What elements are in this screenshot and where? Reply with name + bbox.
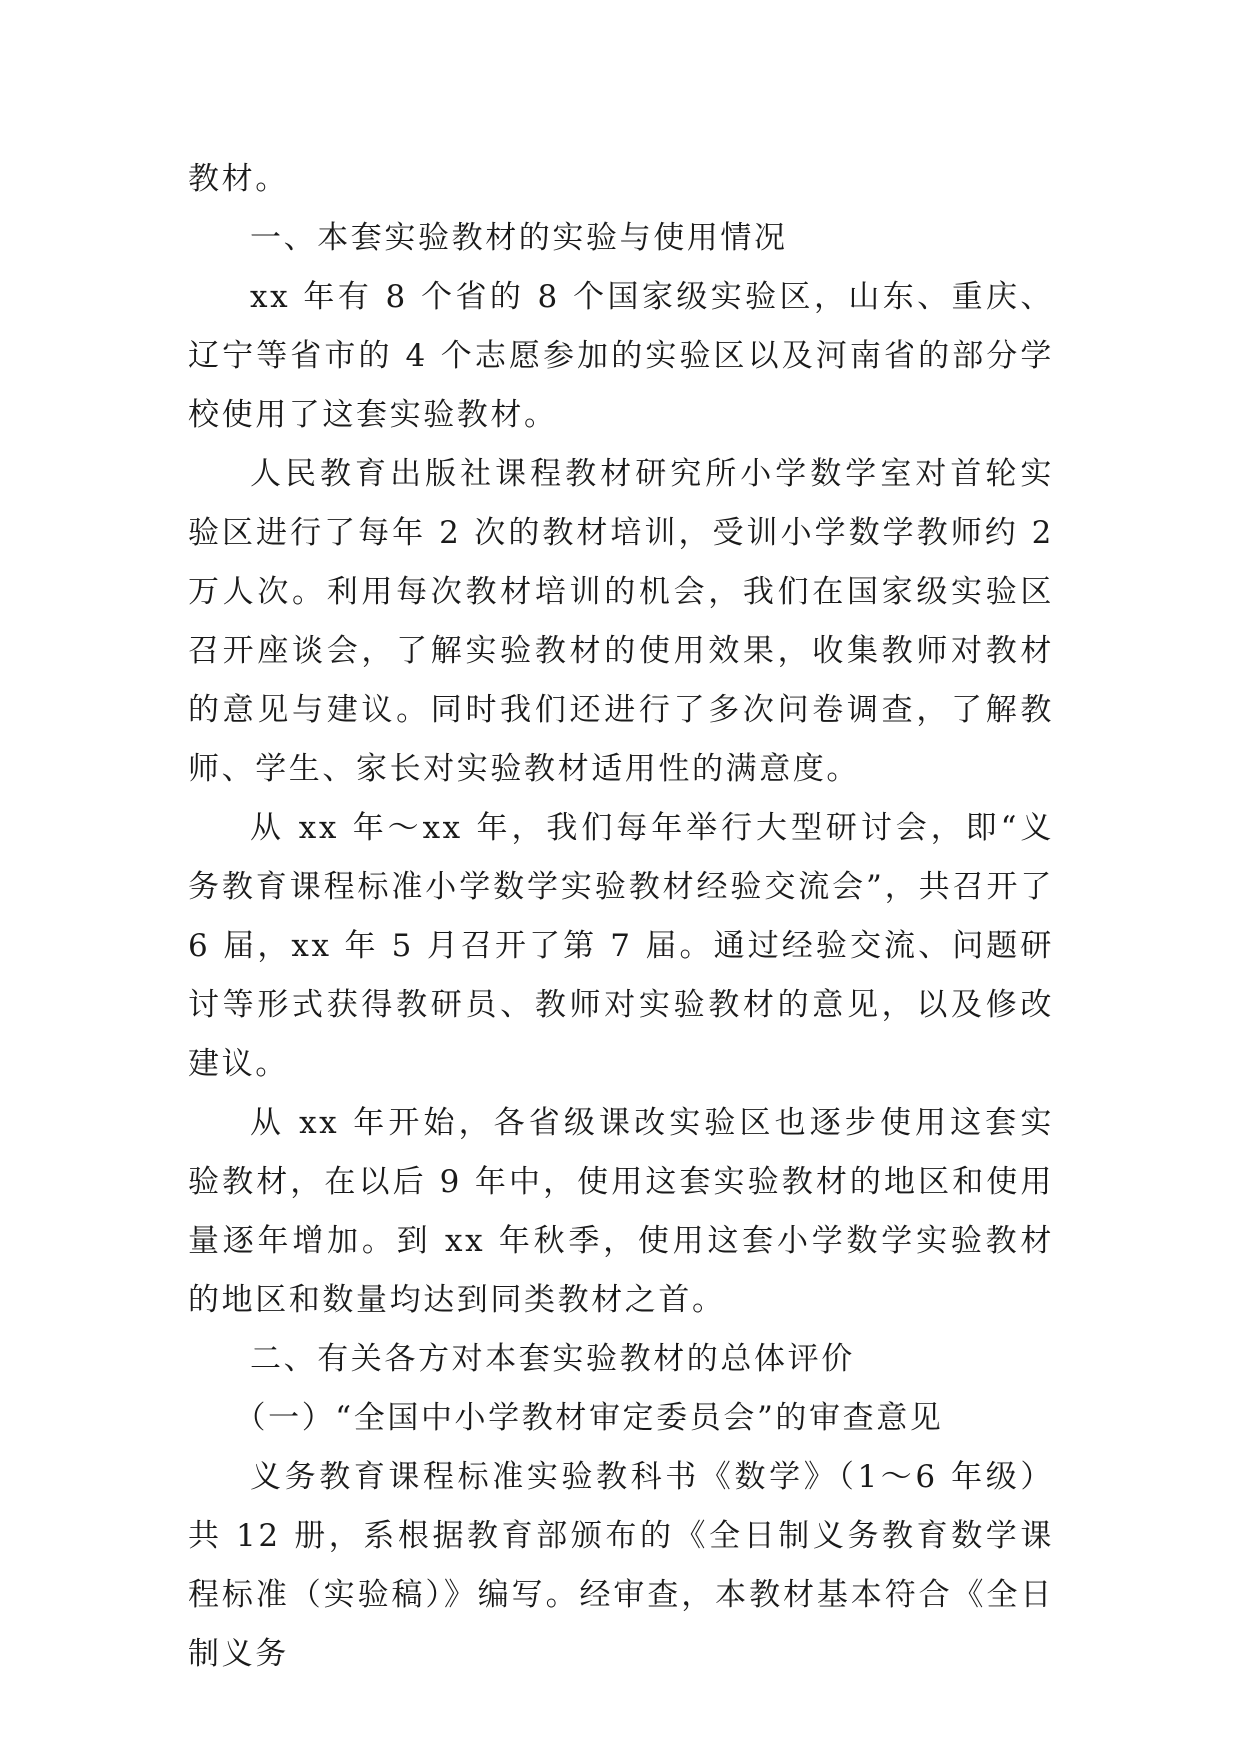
- paragraph-experiment-areas: xx 年有 8 个省的 8 个国家级实验区，山东、重庆、辽宁等省市的 4 个志愿参加的实验区以及河南省的部分学校使用了这套实验教材。: [188, 279, 1054, 433]
- section-heading-2: 二、有关各方对本套实验教材的总体评价: [250, 1341, 855, 1377]
- document-body: [188, 150, 1054, 1684]
- paragraph-review-opinion: 义务教育课程标准实验教科书《数学》（1～6 年级）共 12 册，系根据教育部颁布的《全日制义务教育数学课程标准（实验稿）》编写。经审查，本教材基本符合《全日制义务: [188, 1459, 1054, 1672]
- section-heading-1: 一、本套实验教材的实验与使用情况: [250, 220, 788, 256]
- paragraph-seminars: 从 xx 年～xx 年，我们每年举行大型研讨会，即“义务教育课程标准小学数学实验教材经验交流会”，共召开了 6 届，xx 年 5 月召开了第 7 届。通过经验交流、问题研讨等形式获得教研员、教师对实验教材的意见，以及修改建议。: [188, 810, 1054, 1082]
- subsection-heading-1: （一）“全国中小学教材审定委员会”的审查意见: [234, 1400, 944, 1436]
- paragraph-continuation: 教材。: [188, 161, 289, 197]
- paragraph-provincial-use: 从 xx 年开始，各省级课改实验区也逐步使用这套实验教材，在以后 9 年中，使用这套实验教材的地区和使用量逐年增加。到 xx 年秋季，使用这套小学数学实验教材的地区和数量均达到同类教材之首。: [188, 1105, 1054, 1318]
- paragraph-teacher-training: 人民教育出版社课程教材研究所小学数学室对首轮实验区进行了每年 2 次的教材培训，受训小学数学教师约 2 万人次。利用每次教材培训的机会，我们在国家级实验区召开座谈会，了解实验教材的使用效果，收集教师对教材的意见与建议。同时我们还进行了多次问卷调查，了解教师、学生、家长对实验教材适用性的满意度。: [188, 456, 1054, 787]
